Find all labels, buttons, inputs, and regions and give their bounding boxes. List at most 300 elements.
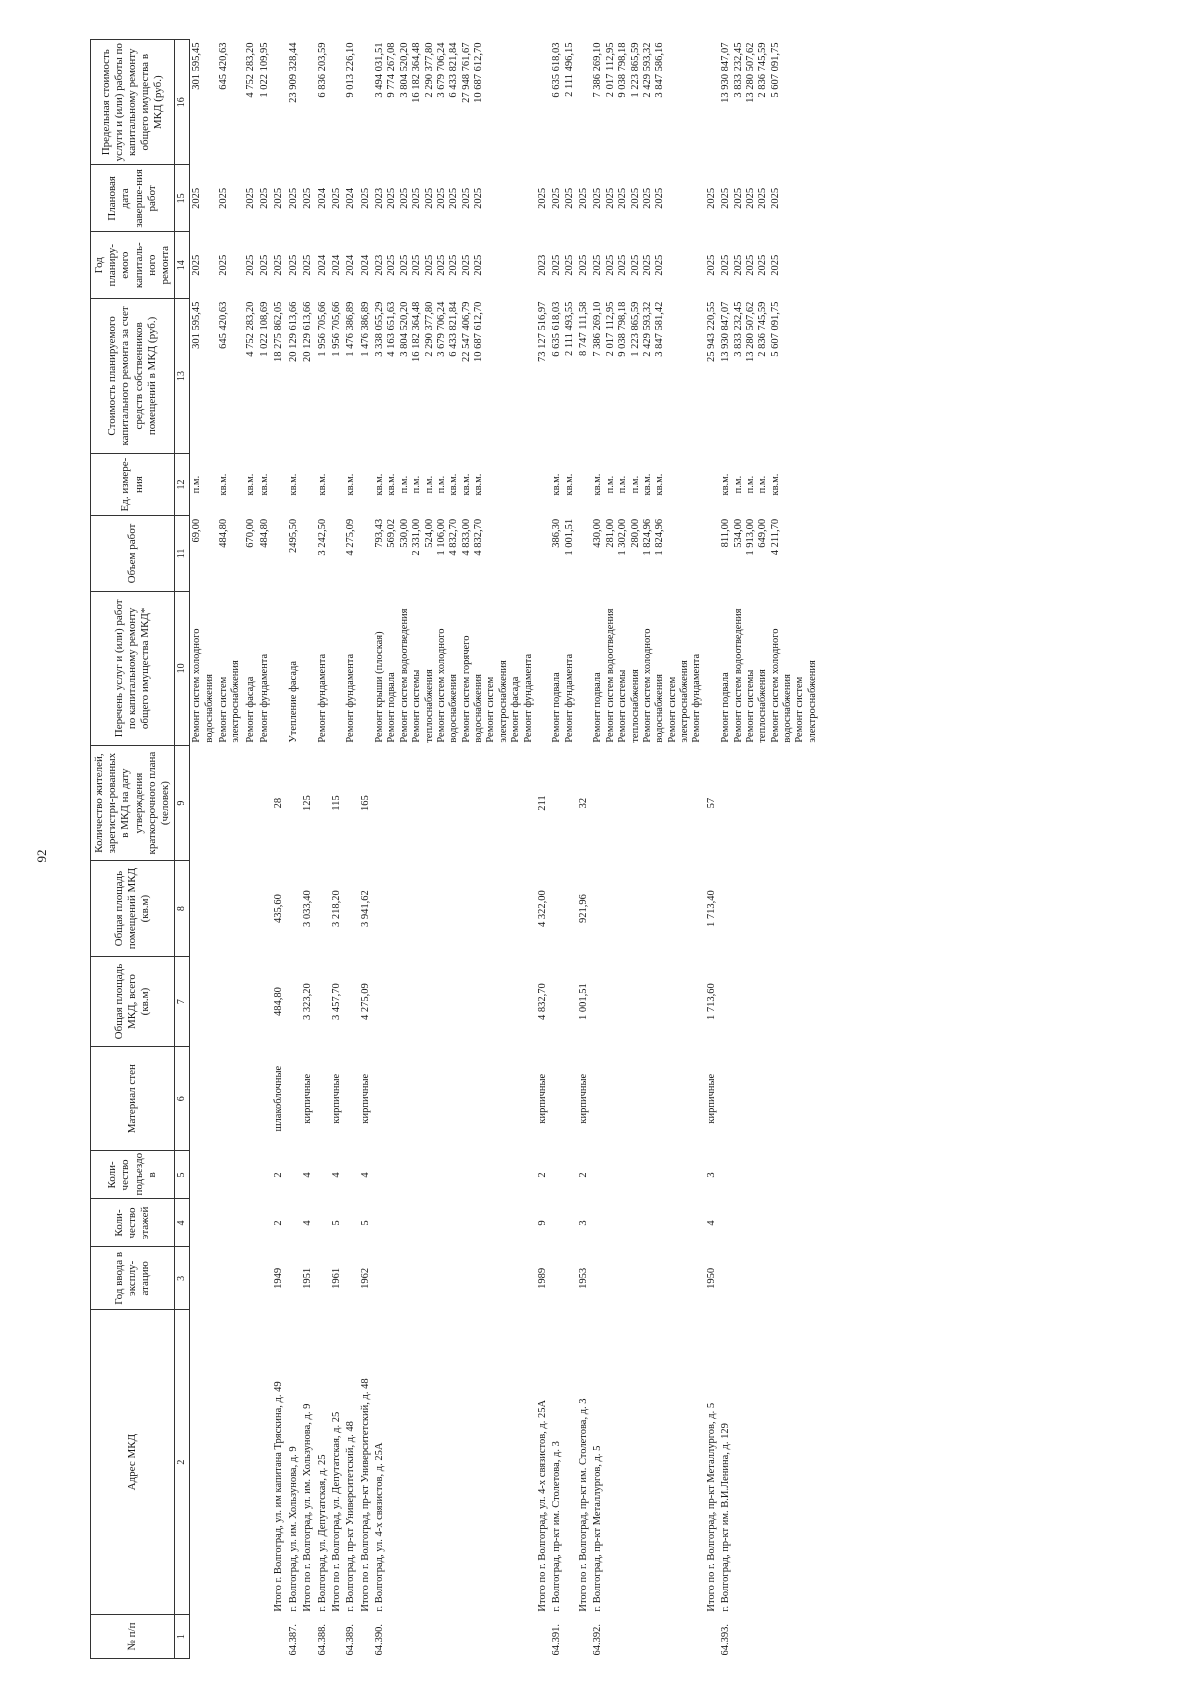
cell-line: 3 847 581,42 bbox=[654, 301, 666, 357]
cell-line: 2025 bbox=[423, 254, 435, 276]
column-header-8: Общая площадь помещений МКД (кв.м) bbox=[91, 861, 175, 957]
table-cell-col-11 bbox=[301, 516, 315, 591]
cell-line: 2 836 745,59 bbox=[757, 301, 769, 357]
cell-line: п.м. bbox=[744, 475, 756, 494]
table-cell-col-8 bbox=[258, 861, 272, 957]
table-cell-col-3: 1951 bbox=[302, 1267, 314, 1289]
column-number-4: 4 bbox=[175, 1199, 190, 1247]
table-cell-col-9 bbox=[217, 746, 244, 861]
cell-line: 4 275,09 bbox=[345, 518, 357, 556]
table-cell-col-3 bbox=[373, 1247, 536, 1310]
column-number-10: 10 bbox=[175, 591, 190, 746]
table-cell-col-7 bbox=[316, 957, 330, 1047]
cell-line: Ремонт систем холодного водоснабжения bbox=[641, 628, 666, 743]
table-cell-col-1: 64.392. bbox=[592, 1624, 604, 1656]
table-cell-col-8: 921,96 bbox=[578, 894, 589, 924]
cell-line: 4 832,70 bbox=[448, 518, 460, 556]
column-number-7: 7 bbox=[175, 957, 190, 1047]
table-cell-col-6 bbox=[373, 1046, 536, 1150]
cell-line: 2025 bbox=[732, 187, 744, 209]
header-numbers-row bbox=[175, 40, 190, 1659]
cell-line: 2025 bbox=[744, 187, 756, 209]
table-cell-col-3: 1950 bbox=[705, 1267, 717, 1289]
table-cell-col-5: 3 bbox=[705, 1172, 717, 1178]
cell-line: 25 943 220,55 bbox=[705, 301, 717, 363]
table-cell-col-3: 1961 bbox=[330, 1267, 342, 1289]
column-number-13: 13 bbox=[175, 299, 190, 454]
table-cell-col-6: кирпичные bbox=[578, 1073, 589, 1124]
table-cell-col-14 bbox=[577, 232, 591, 299]
column-number-6: 6 bbox=[175, 1046, 190, 1150]
cell-line: 2025 bbox=[448, 187, 460, 209]
cell-line: 2025 bbox=[592, 254, 604, 276]
cell-line: кв.м. bbox=[473, 473, 484, 496]
table-cell-col-7 bbox=[550, 957, 577, 1047]
table-cell-col-16 bbox=[344, 40, 358, 165]
cell-line: кв.м. bbox=[448, 473, 460, 496]
table-cell-col-2 bbox=[244, 1310, 258, 1615]
cell-line: 1 223 865,59 bbox=[629, 301, 641, 357]
table-cell-col-15 bbox=[344, 165, 358, 232]
table-cell-col-3 bbox=[287, 1247, 301, 1310]
cell-line: 4 211,70 bbox=[769, 518, 781, 556]
table-cell-col-8 bbox=[344, 861, 358, 957]
table-cell-col-9 bbox=[719, 746, 820, 861]
table-cell-col-7 bbox=[344, 957, 358, 1047]
table-cell-col-15 bbox=[316, 165, 330, 232]
table-cell-col-13 bbox=[301, 299, 315, 454]
cell-line: 3 338 055,29 bbox=[374, 301, 385, 357]
table-cell-col-1: 64.388. bbox=[316, 1624, 328, 1656]
cell-line: 2025 bbox=[244, 254, 256, 276]
cell-line: 16 182 364,48 bbox=[411, 42, 423, 103]
cell-line: 2023 bbox=[374, 187, 385, 209]
table-cell-col-7 bbox=[287, 957, 301, 1047]
table-cell-col-14 bbox=[359, 232, 373, 299]
cell-line: 1 223 865,59 bbox=[629, 42, 641, 98]
table-cell-col-10 bbox=[287, 591, 301, 746]
table-cell-col-13 bbox=[577, 299, 591, 454]
cell-line: 6 433 821,84 bbox=[448, 42, 460, 98]
cell-line: 301 595,45 bbox=[191, 42, 203, 90]
table-cell-col-16 bbox=[301, 40, 315, 165]
cell-line: 645 420,63 bbox=[217, 301, 229, 349]
cell-line: 484,80 bbox=[217, 518, 229, 548]
table-cell-col-7 bbox=[190, 957, 217, 1047]
table-cell-col-15 bbox=[359, 165, 373, 232]
cell-line: 2025 bbox=[398, 254, 410, 276]
cell-line: 5 607 091,75 bbox=[769, 301, 781, 357]
table-cell-col-8 bbox=[373, 861, 536, 957]
table-cell-col-14 bbox=[550, 232, 577, 299]
table-cell-col-2: г. Волгоград, пр-кт Университетский, д. 48 bbox=[345, 1421, 357, 1612]
cell-line: 2025 bbox=[473, 254, 484, 276]
table-cell-col-12 bbox=[217, 453, 244, 516]
table-row bbox=[359, 40, 373, 1659]
table-cell-col-12 bbox=[301, 453, 315, 516]
table-cell-col-7 bbox=[591, 957, 704, 1047]
table-cell-col-8 bbox=[316, 861, 330, 957]
cell-line: 2025 bbox=[732, 254, 744, 276]
cell-line: 2023 bbox=[536, 254, 548, 276]
cell-line: 2 290 377,80 bbox=[423, 301, 435, 357]
table-cell-col-5 bbox=[550, 1151, 577, 1199]
table-cell-col-10 bbox=[373, 591, 536, 746]
cell-line: 3 804 520,20 bbox=[398, 42, 410, 98]
table-cell-col-16 bbox=[719, 40, 820, 165]
table-cell-col-10 bbox=[591, 591, 704, 746]
table-cell-col-3: 1989 bbox=[536, 1267, 548, 1289]
table-cell-col-12 bbox=[258, 453, 272, 516]
table-cell-col-15 bbox=[550, 165, 577, 232]
cell-line: 569,02 bbox=[386, 518, 398, 548]
table-cell-col-15 bbox=[373, 165, 536, 232]
table-cell-col-13 bbox=[316, 299, 330, 454]
cell-line: кв.м. bbox=[217, 473, 229, 496]
table-cell-col-6: кирпичные bbox=[359, 1073, 371, 1124]
column-header-9: Количество жителей, зарегистри-рованных в МКД на дату утверждения краткосрочного плана (человек) bbox=[91, 746, 175, 861]
table-cell-col-14 bbox=[591, 232, 704, 299]
cell-line: Ремонт подвала bbox=[720, 672, 732, 743]
table-cell-col-2 bbox=[258, 1310, 272, 1615]
cell-line: Ремонт фундамента bbox=[522, 653, 534, 743]
table-cell-col-6: шлакоблочные bbox=[273, 1065, 285, 1132]
table-cell-col-3 bbox=[244, 1247, 258, 1310]
table-cell-col-4: 5 bbox=[359, 1220, 371, 1226]
table-cell-col-3 bbox=[719, 1247, 820, 1310]
table-cell-col-1 bbox=[190, 1615, 217, 1659]
cell-line: 2 429 593,32 bbox=[641, 42, 653, 98]
table-cell-col-15 bbox=[301, 165, 315, 232]
cell-line: 3 847 586,16 bbox=[654, 42, 666, 98]
cell-line: Ремонт систем холодного водоснабжения bbox=[769, 628, 793, 743]
table-cell-col-16 bbox=[373, 40, 536, 165]
cell-line: 2025 bbox=[386, 254, 398, 276]
cell-line: 2495,50 bbox=[287, 518, 299, 553]
cell-line: 649,00 bbox=[757, 518, 769, 548]
cell-line: 524,00 bbox=[423, 518, 435, 548]
cell-line: 2025 bbox=[259, 187, 270, 209]
table-cell-col-1 bbox=[705, 1615, 719, 1659]
cell-line: кв.м. bbox=[374, 473, 385, 496]
table-row bbox=[217, 40, 244, 1659]
cell-line: кв.м. bbox=[551, 473, 563, 496]
table-cell-col-12 bbox=[344, 453, 358, 516]
cell-line: 7 386 269,10 bbox=[592, 42, 604, 98]
table-cell-col-10 bbox=[190, 591, 217, 746]
cell-line: 2025 bbox=[460, 254, 472, 276]
table-cell-col-11 bbox=[330, 516, 344, 591]
table-cell-col-8: 3 033,40 bbox=[302, 890, 314, 927]
table-cell-col-7 bbox=[258, 957, 272, 1047]
table-cell-col-3 bbox=[550, 1247, 577, 1310]
table-cell-col-5: 2 bbox=[273, 1172, 285, 1178]
cell-line: 4 752 283,20 bbox=[244, 42, 256, 98]
table-cell-col-4 bbox=[190, 1199, 217, 1247]
table-cell-col-3 bbox=[258, 1247, 272, 1310]
cell-line: 5 607 091,75 bbox=[769, 42, 781, 98]
table-cell-col-13 bbox=[244, 299, 258, 454]
table-cell-col-1 bbox=[577, 1615, 591, 1659]
table-cell-col-2: Итого по г. Волгоград, ул. им. Хользунова, д. 9 bbox=[302, 1403, 314, 1612]
table-cell-col-8 bbox=[244, 861, 258, 957]
cell-line: п.м. bbox=[423, 475, 435, 494]
cell-line: 2025 bbox=[386, 187, 398, 209]
table-cell-col-6 bbox=[344, 1046, 358, 1150]
table-cell-col-13 bbox=[536, 299, 550, 454]
table-cell-col-8 bbox=[190, 861, 217, 957]
table-cell-col-10 bbox=[719, 591, 820, 746]
table-row bbox=[287, 40, 301, 1659]
table-row bbox=[190, 40, 217, 1659]
cell-line: 20 129 613,66 bbox=[302, 301, 314, 363]
table-cell-col-7: 3 457,70 bbox=[330, 983, 342, 1020]
column-header-15: Плановая дата заверше-ния работ bbox=[91, 165, 175, 232]
table-row bbox=[373, 40, 536, 1659]
table-cell-col-6 bbox=[287, 1046, 301, 1150]
cell-line: п.м. bbox=[732, 475, 744, 494]
table-cell-col-10 bbox=[705, 591, 719, 746]
table-cell-col-9: 32 bbox=[578, 797, 589, 809]
table-cell-col-5 bbox=[244, 1151, 258, 1199]
table-cell-col-7 bbox=[719, 957, 820, 1047]
table-cell-col-4 bbox=[591, 1199, 704, 1247]
table-cell-col-16 bbox=[272, 40, 286, 165]
table-cell-col-14 bbox=[373, 232, 536, 299]
table-cell-col-6 bbox=[244, 1046, 258, 1150]
table-cell-col-4 bbox=[244, 1199, 258, 1247]
table-cell-col-4: 3 bbox=[578, 1220, 589, 1226]
table-cell-col-9: 125 bbox=[302, 795, 314, 811]
table-cell-col-10 bbox=[359, 591, 373, 746]
cell-line: 1 824,96 bbox=[654, 518, 666, 556]
cell-line: 2025 bbox=[705, 187, 717, 209]
table-cell-col-11 bbox=[536, 516, 550, 591]
table-cell-col-14 bbox=[301, 232, 315, 299]
table-cell-col-11 bbox=[705, 516, 719, 591]
cell-line: кв.м. bbox=[720, 473, 732, 496]
table-cell-col-16 bbox=[244, 40, 258, 165]
table-cell-col-8: 435,60 bbox=[273, 894, 285, 924]
cell-line: 2025 bbox=[244, 187, 256, 209]
table-cell-col-4: 2 bbox=[273, 1220, 285, 1226]
table-cell-col-7: 4 832,70 bbox=[536, 983, 548, 1020]
cell-line: Ремонт систем водоотведения bbox=[732, 608, 744, 743]
cell-line: кв.м. bbox=[769, 473, 781, 496]
cell-line: 2025 bbox=[448, 254, 460, 276]
table-cell-col-1 bbox=[536, 1615, 550, 1659]
cell-line: 484,80 bbox=[259, 518, 270, 548]
cell-line: 13 930 847,07 bbox=[720, 42, 732, 103]
table-cell-col-13 bbox=[591, 299, 704, 454]
table-cell-col-2 bbox=[190, 1310, 217, 1615]
column-header-13: Стоимость планируемого капитального ремонта за счет средств собственников помещений в МКД (руб.) bbox=[91, 299, 175, 454]
cell-line: 2025 bbox=[302, 254, 314, 276]
table-cell-col-1 bbox=[359, 1615, 373, 1659]
table-cell-col-8: 1 713,40 bbox=[705, 890, 717, 927]
table-cell-col-14 bbox=[272, 232, 286, 299]
cell-line: 3 679 706,24 bbox=[435, 301, 447, 357]
cell-line: п.м. bbox=[398, 475, 410, 494]
table-cell-col-14 bbox=[287, 232, 301, 299]
table-cell-col-3 bbox=[217, 1247, 244, 1310]
table-cell-col-4: 9 bbox=[536, 1220, 548, 1226]
cell-line: 2025 bbox=[769, 254, 781, 276]
cell-line: 3 833 232,45 bbox=[732, 301, 744, 357]
cell-line: 2025 bbox=[273, 254, 285, 276]
table-row bbox=[705, 40, 719, 1659]
cell-line: 2025 bbox=[473, 187, 484, 209]
table-cell-col-14 bbox=[217, 232, 244, 299]
cell-line: 2025 bbox=[705, 254, 717, 276]
table-row bbox=[344, 40, 358, 1659]
cell-line: 2025 bbox=[720, 187, 732, 209]
table-cell-col-13 bbox=[373, 299, 536, 454]
table-cell-col-11 bbox=[244, 516, 258, 591]
cell-line: 2025 bbox=[411, 187, 423, 209]
table-cell-col-12 bbox=[190, 453, 217, 516]
cell-line: 2024 bbox=[316, 187, 328, 209]
table-cell-col-10 bbox=[330, 591, 344, 746]
cell-line: 811,00 bbox=[720, 518, 732, 548]
cell-line: 27 948 761,67 bbox=[460, 42, 472, 103]
table-cell-col-1: 64.391. bbox=[551, 1624, 563, 1656]
cell-line: 4 752 283,20 bbox=[244, 301, 256, 357]
cell-line: 386,30 bbox=[551, 518, 563, 548]
table-cell-col-16 bbox=[330, 40, 344, 165]
table-cell-col-4 bbox=[316, 1199, 330, 1247]
cell-line: кв.м. bbox=[244, 473, 256, 496]
table-cell-col-5: 4 bbox=[359, 1172, 371, 1178]
cell-line: Ремонт систем холодного водоснабжения bbox=[435, 628, 460, 743]
table-cell-col-12 bbox=[550, 453, 577, 516]
table-cell-col-3: 1953 bbox=[578, 1267, 589, 1289]
table-cell-col-6: кирпичные bbox=[705, 1073, 717, 1124]
table-cell-col-5 bbox=[344, 1151, 358, 1199]
table-cell-col-6 bbox=[591, 1046, 704, 1150]
table-cell-col-4 bbox=[719, 1199, 820, 1247]
table-cell-col-14 bbox=[719, 232, 820, 299]
cell-line: 2025 bbox=[536, 187, 548, 209]
table-cell-col-9 bbox=[373, 746, 536, 861]
landscape-sheet bbox=[50, 0, 1200, 1697]
table-row bbox=[272, 40, 286, 1659]
cell-line: 1 022 108,69 bbox=[259, 301, 270, 357]
table-cell-col-4 bbox=[373, 1199, 536, 1247]
table-cell-col-16 bbox=[190, 40, 217, 165]
table-cell-col-14 bbox=[190, 232, 217, 299]
table-cell-col-13 bbox=[359, 299, 373, 454]
cell-line: 2025 bbox=[604, 254, 616, 276]
table-cell-col-9 bbox=[258, 746, 272, 861]
cell-line: Ремонт систем водоотведения bbox=[398, 608, 410, 743]
cell-line: 793,43 bbox=[374, 518, 385, 548]
table-cell-col-9 bbox=[344, 746, 358, 861]
table-cell-col-16 bbox=[577, 40, 591, 165]
table-cell-col-11 bbox=[577, 516, 591, 591]
cell-line: 2024 bbox=[359, 254, 371, 276]
table-cell-col-6 bbox=[258, 1046, 272, 1150]
table-cell-col-2: г. Волгоград, ул. им. Хользунова, д. 9 bbox=[287, 1446, 299, 1612]
cell-line: 20 129 613,66 bbox=[287, 301, 299, 363]
cell-line: 670,00 bbox=[244, 518, 256, 548]
cell-line: 3 679 706,24 bbox=[435, 42, 447, 98]
cell-line: 280,00 bbox=[629, 518, 641, 548]
cell-line: 13 280 507,62 bbox=[744, 42, 756, 103]
table-cell-col-5 bbox=[217, 1151, 244, 1199]
table-cell-col-5: 4 bbox=[302, 1172, 314, 1178]
table-cell-col-6 bbox=[550, 1046, 577, 1150]
cell-line: 4 832,70 bbox=[473, 518, 484, 556]
cell-line: кв.м. bbox=[654, 473, 666, 496]
table-cell-col-13 bbox=[330, 299, 344, 454]
table-cell-col-12 bbox=[719, 453, 820, 516]
column-number-2: 2 bbox=[175, 1310, 190, 1615]
table-cell-col-10 bbox=[258, 591, 272, 746]
table-row bbox=[330, 40, 344, 1659]
cell-line: 1 001,51 bbox=[563, 518, 575, 556]
table-row bbox=[316, 40, 330, 1659]
table-cell-col-10 bbox=[550, 591, 577, 746]
cell-line: Ремонт подвала bbox=[551, 672, 563, 743]
table-cell-col-7: 4 275,09 bbox=[359, 983, 371, 1020]
table-cell-col-8 bbox=[287, 861, 301, 957]
table-cell-col-10 bbox=[536, 591, 550, 746]
table-cell-col-15 bbox=[719, 165, 820, 232]
cell-line: Ремонт фундамента bbox=[316, 653, 328, 743]
column-number-1: 1 bbox=[175, 1615, 190, 1659]
cell-line: п.м. bbox=[411, 475, 423, 494]
cell-line: 2025 bbox=[578, 187, 589, 209]
header-titles-row bbox=[91, 40, 175, 1659]
cell-line: п.м. bbox=[629, 475, 641, 494]
cell-line: 9 013 226,10 bbox=[345, 42, 357, 98]
table-cell-col-13 bbox=[272, 299, 286, 454]
table-cell-col-2: Итого г. Волгоград, ул. им капитана Тряскина, д. 49 bbox=[273, 1381, 285, 1612]
table-cell-col-12 bbox=[705, 453, 719, 516]
table-cell-col-16 bbox=[536, 40, 550, 165]
table-cell-col-16 bbox=[591, 40, 704, 165]
table-cell-col-15 bbox=[287, 165, 301, 232]
cell-line: 2025 bbox=[641, 187, 653, 209]
cell-line: 534,00 bbox=[732, 518, 744, 548]
table-cell-col-13 bbox=[217, 299, 244, 454]
table-cell-col-14 bbox=[244, 232, 258, 299]
cell-line: 2024 bbox=[330, 254, 342, 276]
cell-line: 10 687 612,70 bbox=[473, 301, 484, 363]
table-cell-col-15 bbox=[577, 165, 591, 232]
table-cell-col-4: 4 bbox=[302, 1220, 314, 1226]
table-cell-col-13 bbox=[287, 299, 301, 454]
table-cell-col-15 bbox=[190, 165, 217, 232]
table-cell-col-15 bbox=[258, 165, 272, 232]
cell-line: 2025 bbox=[629, 254, 641, 276]
table-cell-col-1 bbox=[330, 1615, 344, 1659]
column-header-4: Коли-чество этажей bbox=[91, 1199, 175, 1247]
table-cell-col-11 bbox=[344, 516, 358, 591]
table-cell-col-8 bbox=[217, 861, 244, 957]
table-cell-col-2: г. Волгоград, пр-кт им. Столетова, д. 3 bbox=[551, 1441, 563, 1612]
table-cell-col-1: 64.387. bbox=[287, 1624, 299, 1656]
table-cell-col-16 bbox=[287, 40, 301, 165]
column-header-16: Предельная стоимость услуги и (или) работы по капитальному ремонту общего имущества в МКД (руб.) bbox=[91, 40, 175, 165]
table-cell-col-8 bbox=[550, 861, 577, 957]
cell-line: Ремонт системы теплоснабжения bbox=[617, 669, 641, 743]
table-cell-col-12 bbox=[577, 453, 591, 516]
table-cell-col-6 bbox=[719, 1046, 820, 1150]
cell-line: Ремонт систем электроснабжения bbox=[217, 660, 242, 743]
table-cell-col-4: 5 bbox=[330, 1220, 342, 1226]
